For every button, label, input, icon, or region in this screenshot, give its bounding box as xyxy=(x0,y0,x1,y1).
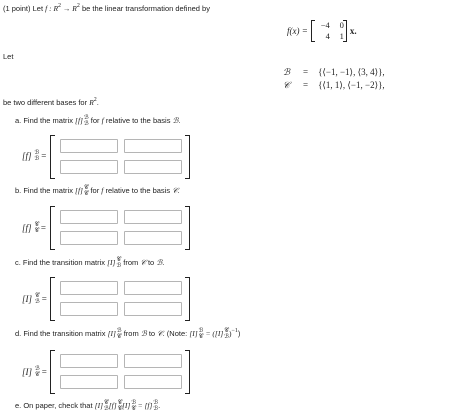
bases-definition xyxy=(283,66,385,92)
question-b-sub: 𝒞 xyxy=(83,191,89,197)
answer-c-sym: [I] xyxy=(22,294,33,304)
question-b-mat: [f] xyxy=(75,185,83,195)
question-b-basis: 𝒞 xyxy=(172,185,178,195)
question-d-mid: from xyxy=(123,329,139,338)
basis-c-row xyxy=(283,79,385,92)
two-bases-text xyxy=(3,97,99,107)
answer-a-sub: ℬ xyxy=(34,156,40,162)
answer-a-sup: ℬ xyxy=(34,150,40,156)
answer-d-sym: [I] xyxy=(22,367,33,377)
question-e-end: . xyxy=(158,400,161,410)
question-c-mat: [I] xyxy=(107,257,116,267)
question-e-p3: ℬ xyxy=(131,400,137,406)
intro-exp-1: 2 xyxy=(58,3,62,9)
question-e-m3: [I] xyxy=(122,400,131,410)
intro-arrow: → R xyxy=(61,4,77,13)
question-e-s4: ℬ xyxy=(153,406,159,412)
intro-map: f : R xyxy=(45,4,59,13)
question-d-note-close: ) xyxy=(228,329,232,338)
matrix-a12: 0 xyxy=(339,20,344,30)
answer-c-r2c2[interactable] xyxy=(124,302,182,316)
answer-c-r1c1[interactable] xyxy=(60,281,118,295)
answer-d-r2c1[interactable] xyxy=(60,375,118,389)
question-d-suffix: to xyxy=(148,329,156,338)
question-b-prefix: b. Find the matrix xyxy=(15,185,73,195)
question-a-sup: ℬ xyxy=(83,115,89,121)
basis-c-eq: = xyxy=(303,80,309,90)
problem-intro xyxy=(3,3,210,13)
question-c-basis: ℬ xyxy=(156,257,163,267)
answer-b-eq: = xyxy=(40,223,46,233)
question-c-sup: 𝒞 xyxy=(116,257,121,263)
matrix-a11: −4 xyxy=(320,20,330,30)
question-e-m1: [I] xyxy=(94,400,103,410)
question-d-note-sub: 𝒞 xyxy=(198,334,204,341)
question-a-fn: f xyxy=(101,115,104,125)
answer-b-sup: 𝒞 xyxy=(34,222,39,228)
question-d-basis: 𝒞 xyxy=(157,329,163,338)
question-d-note-sub2: ℬ xyxy=(224,334,229,341)
question-e-s2: 𝒞 xyxy=(117,406,123,412)
question-d-mat: [I] xyxy=(107,329,116,338)
answer-d-r2c2[interactable] xyxy=(124,375,182,389)
two-bases-dot: . xyxy=(96,98,99,107)
answer-a-r2c1[interactable] xyxy=(60,160,118,174)
answer-c-matrix xyxy=(50,277,190,321)
basis-b-eq: = xyxy=(303,67,309,77)
basis-b-symbol: ℬ xyxy=(283,67,291,77)
intro-prefix: (1 point) Let xyxy=(3,4,44,13)
question-c-end: . xyxy=(162,257,165,267)
question-c xyxy=(15,257,164,269)
basis-c-value: {⟨1, 1⟩, ⟨−1, −2⟩}, xyxy=(318,80,385,90)
question-e xyxy=(15,400,160,412)
answer-a-r1c2[interactable] xyxy=(124,139,182,153)
question-d-note-eq: = ([I] xyxy=(205,329,224,338)
answer-c-sub: ℬ xyxy=(35,299,40,305)
question-b-end: . xyxy=(177,185,180,195)
basis-b-row xyxy=(283,66,385,79)
answer-a-eq: = xyxy=(41,151,47,161)
answer-d-sup: ℬ xyxy=(35,366,40,372)
transform-equation xyxy=(287,20,357,42)
question-e-eq: = xyxy=(138,400,143,410)
answer-d-r1c1[interactable] xyxy=(60,354,118,368)
question-a-suffix: relative to the basis xyxy=(105,115,171,125)
answer-c-label xyxy=(22,293,47,305)
answer-b-r2c1[interactable] xyxy=(60,231,118,245)
question-e-m4: [f] xyxy=(144,400,153,410)
intro-suffix: be the linear transformation defined by xyxy=(81,4,210,13)
intro-exp-2: 2 xyxy=(76,3,80,9)
question-d-note-exp: −1 xyxy=(231,328,238,334)
answer-d-matrix xyxy=(50,350,190,394)
answer-d-label xyxy=(22,366,47,378)
answer-d-r1c2[interactable] xyxy=(124,354,182,368)
question-b-suffix: relative to the basis xyxy=(105,185,171,195)
question-c-prefix: c. Find the transition matrix xyxy=(15,257,106,267)
question-e-p2: 𝒞 xyxy=(117,400,123,406)
question-a-prefix: a. Find the matrix xyxy=(15,115,73,125)
answer-b-sym: [f] xyxy=(22,223,32,233)
transform-lhs: f(x) = xyxy=(287,26,308,36)
question-a xyxy=(15,115,181,127)
basis-b-value: {⟨−1, −1⟩, ⟨3, 4⟩}, xyxy=(318,67,385,77)
two-bases-prefix: be two different bases for xyxy=(3,98,88,107)
question-e-s3: 𝒞 xyxy=(131,406,136,412)
question-a-mid: for xyxy=(90,115,100,125)
question-c-sub: ℬ xyxy=(116,263,122,269)
question-b-sup: 𝒞 xyxy=(83,185,89,191)
question-e-m2: [f] xyxy=(108,400,117,410)
question-d-prefix: d. Find the transition matrix xyxy=(15,329,106,338)
question-c-suffix: to xyxy=(147,257,155,267)
question-d-sup: ℬ xyxy=(116,328,122,335)
question-e-p4: ℬ xyxy=(153,400,159,406)
answer-a-matrix xyxy=(50,135,190,179)
answer-b-label xyxy=(22,222,46,234)
question-d-from: ℬ xyxy=(140,329,147,338)
question-b-fn: f xyxy=(101,185,104,195)
answer-d-eq: = xyxy=(41,367,47,377)
question-e-prefix: e. On paper, check that xyxy=(15,400,93,410)
transform-rhs: x. xyxy=(349,26,357,36)
question-c-mid: from xyxy=(123,257,139,267)
question-d-note-sup2: 𝒞 xyxy=(224,328,229,335)
question-a-mat: [f] xyxy=(75,115,83,125)
question-d xyxy=(15,328,240,340)
answer-a-r2c2[interactable] xyxy=(124,160,182,174)
transform-matrix xyxy=(311,20,347,42)
answer-c-sup: 𝒞 xyxy=(35,293,40,299)
question-a-end: . xyxy=(178,115,181,125)
question-d-note-end: ) xyxy=(237,329,241,338)
answer-b-r1c1[interactable] xyxy=(60,210,118,224)
question-a-sub: ℬ xyxy=(83,121,89,127)
question-b xyxy=(15,185,180,197)
answer-a-label xyxy=(22,150,46,162)
basis-c-symbol: 𝒞 xyxy=(283,80,290,90)
answer-a-sym: [f] xyxy=(22,151,32,161)
question-d-note-sup: ℬ xyxy=(198,328,204,335)
question-e-p1: 𝒞 xyxy=(104,400,109,406)
answer-c-r2c1[interactable] xyxy=(60,302,118,316)
answer-b-r1c2[interactable] xyxy=(124,210,182,224)
question-c-from: 𝒞 xyxy=(140,257,146,267)
answer-c-r1c2[interactable] xyxy=(124,281,182,295)
question-b-mid: for xyxy=(90,185,100,195)
matrix-a22: 1 xyxy=(339,31,344,41)
matrix-a21: 4 xyxy=(325,31,330,41)
let-label: Let xyxy=(3,52,14,61)
answer-d-sub: 𝒞 xyxy=(35,372,40,378)
answer-b-r2c2[interactable] xyxy=(124,231,182,245)
question-d-note: [I] xyxy=(189,329,198,338)
question-a-basis: ℬ xyxy=(172,115,179,125)
answer-b-matrix xyxy=(50,206,190,250)
two-bases-exp: 2 xyxy=(93,97,97,103)
question-d-sub: 𝒞 xyxy=(116,334,122,341)
question-d-end: . (Note: xyxy=(162,329,188,338)
answer-a-r1c1[interactable] xyxy=(60,139,118,153)
question-e-s1: ℬ xyxy=(104,406,109,412)
answer-c-eq: = xyxy=(41,294,47,304)
answer-b-sub: 𝒞 xyxy=(34,228,39,234)
two-bases-space: R xyxy=(89,98,94,107)
